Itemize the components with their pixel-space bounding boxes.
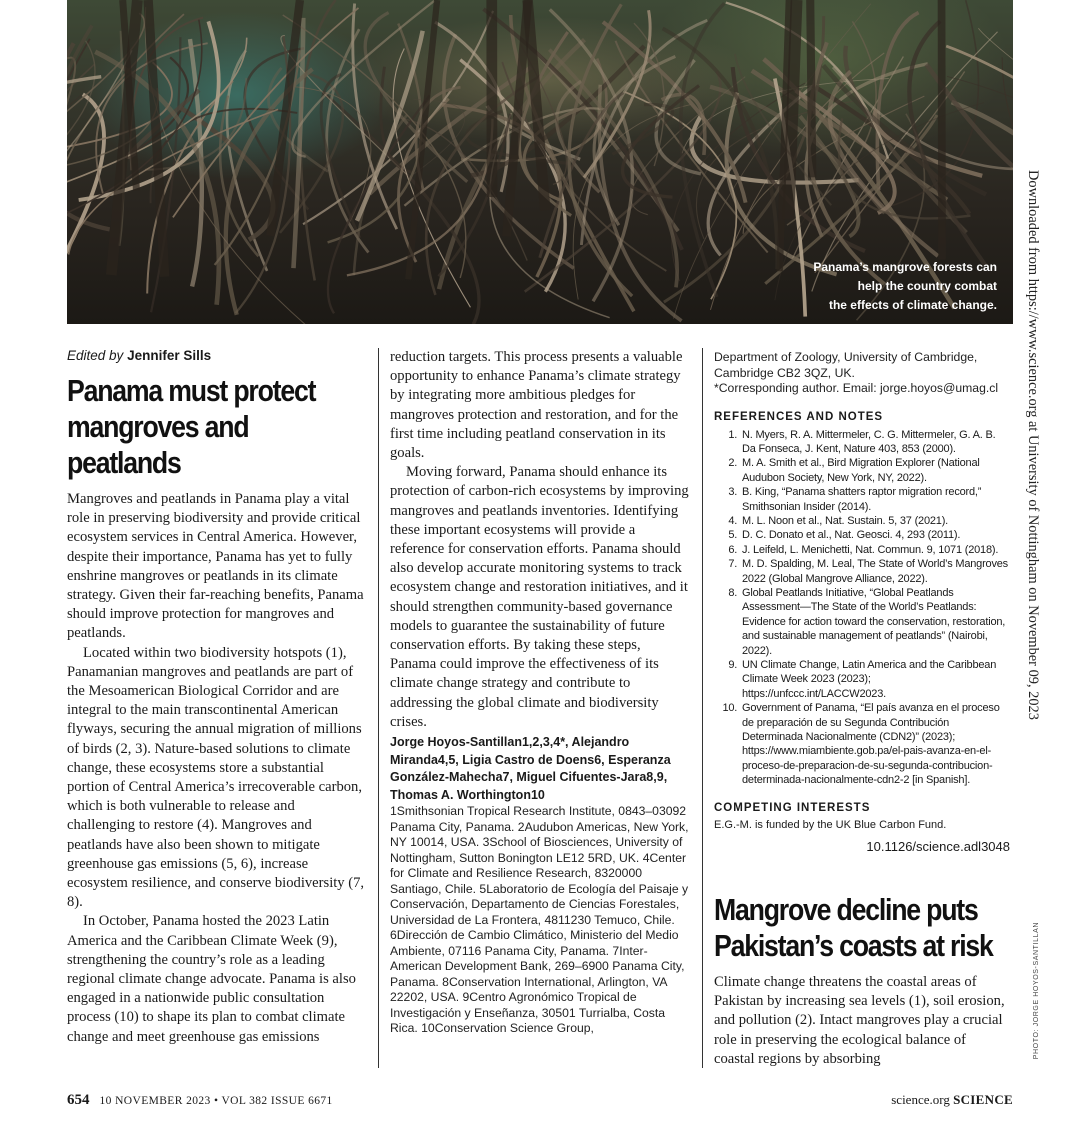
photo-caption: Panama’s mangrove forests can help the country combat the effects of climate change. [813,260,997,312]
editor-credit [67,348,365,363]
reference-item: 10. Government of Panama, “El país avanza en el proceso de preparación de su Segunda Contribución Determinada Nacionalmente (CDN2)” (2023); https://www.miambiente.gob.pa/el-pais-avanza-en-el-proceso-de-preparacion-de-su-segunda-contribucion-determinada-nacionalmente-cdn2-2 [in Spanish]. [740,701,1010,787]
doi-link[interactable]: 10.1126/science.adl3048 [866,838,1010,854]
letter-2-body [714,973,1010,1069]
corresponding-author: *Corresponding author. Email: jorge.hoyos@umag.cl [714,381,999,395]
editor-name: Jennifer Sills [127,348,212,363]
column-divider [378,348,379,1068]
paragraph: Mangroves and peatlands in Panama play a vital role in preserving biodiversity and provide critical ecosystem services in Central America. However, despite their importance, Panama has yet to fully enshrine mangroves or peatlands in its climate strategy. Given their far-reaching benefits, Panama should improve protection for mangroves and peatlands. [67,491,364,642]
column-divider [702,348,703,1068]
photo-credit: PHOTO: JORGE HOYOS-SANTILLAN [1033,922,1040,1060]
reference-item: 7. M. D. Spalding, M. Leal, The State of World’s Mangroves 2022 (Global Mangrove Alliance, 2022). [740,557,1010,586]
author-affiliations: 1Smithsonian Tropical Research Institute, 0843–03092 Panama City, Panama. 2Audubon Americas, New York, NY 10014, USA. 3School of Biosciences, University of Nottingham, Sutton Bonington LE12 5RD, UK. 4Center for Climate and Resilience Research, 8320000 Santiago, Chile. 5Laboratorio de Ecología del Paisaje y Conservación, Departamento de Ciencias Forestales, Universidad de La Frontera, 4811230 Temuco, Chile. 6Dirección de Cambio Climático, Ministerio del Medio Ambiente, 07116 Panama City, Panama. 7Inter-American Development Bank, 269–6900 Panama City, Panama. 8Conservation International, Arlington, VA 22202, USA. 9Centro Agronómico Tropical de Investigación y Enseñanza, 30501 Turrialba, Costa Rica. 10Conservation Science Group, [390,804,689,1036]
author-list: Jorge Hoyos-Santillan1,2,3,4*, Alejandro Miranda4,5, Ligia Castro de Doens6, Esperanza González-Mahecha7, Miguel Cifuentes-Jara8,9, Thomas A. Worthington10 [390,735,671,802]
mangrove-photo [67,0,1013,324]
reference-item: 8. Global Peatlands Initiative, “Global Peatlands Assessment—The State of the World’s Peatlands: Evidence for action toward the conservation, restoration, and sustainable management of peatlands” (Nairobi, 2022). [740,586,1010,658]
paragraph: Located within two biodiversity hotspots (1), Panamanian mangroves and peatlands are part of the Mesoamerican Biological Corridor and are integral to the main transcontinental American flyways, securing the annual migration of millions of birds (2, 3). Nature-based solutions to climate change, these ecosystems store a substantial portion of Central America’s irrecoverable carbon, which is both vulnerable to release and challenging to restore (4). Mangroves and peatlands have also been shown to mitigate greenhouse gas emissions (5, 6), increase ecosystem resilience, and conserve biodiversity (7, 8). [67,644,365,911]
reference-item: 9. UN Climate Change, Latin America and the Caribbean Climate Week 2023 (2023); https://unfccc.int/LACCW2023. [740,658,1010,701]
paragraph: In October, Panama hosted the 2023 Latin America and the Caribbean Climate Week (9), strengthening the country’s role as a leading regional climate change advocate. Panama is also engaged in a nationwide public consultation process (10) to shape its plan to combat climate change and meet greenhouse gas emissions [67,913,356,1045]
paragraph: reduction targets. This process presents a valuable opportunity to enhance Panama’s climate strategy by integrating more ambitious pledges for mangroves protection and restoration, and for the first time including peatland conservation in its goals. [390,349,683,462]
reference-item: 4. M. L. Noon et al., Nat. Sustain. 5, 37 (2021). [740,514,1010,528]
page-footer-right [891,1092,1013,1108]
site-url[interactable]: science.org [891,1092,950,1107]
download-watermark: Downloaded from https://www.science.org at University of Nottingham on November 09, 2023 [1025,170,1041,720]
competing-interests-text: E.G.-M. is funded by the UK Blue Carbon Fund. [714,818,947,831]
letter-column-1 [67,348,365,1047]
references-heading: REFERENCES AND NOTES [714,410,884,423]
competing-interests-heading: COMPETING INTERESTS [714,801,871,814]
references-list [714,428,1010,788]
letter-column-2 [390,348,690,1037]
paragraph: Climate change threatens the coastal areas of Pakistan by increasing sea levels (1), soil erosion, and pollution (2). Intact mangroves play a crucial role in preserving the ecological balance of coastal regions by absorbing [714,974,1005,1067]
reference-item: 6. J. Leifeld, L. Menichetti, Nat. Commun. 9, 1071 (2018). [740,543,1010,557]
journal-name: SCIENCE [953,1092,1013,1107]
issue-info: 10 NOVEMBER 2023 • VOL 382 ISSUE 6671 [99,1095,333,1107]
reference-item: 1. N. Myers, R. A. Mittermeler, C. G. Mittermeler, G. A. B. Da Fonseca, J. Kent, Nature 403, 853 (2000). [740,428,1010,457]
letter-column-3 [714,350,1010,854]
edited-by-label: Edited by [67,348,124,363]
letter-title: Panama must protect mangroves and peatlands [67,373,316,480]
page-footer-left [67,1092,333,1109]
reference-item: 3. B. King, “Panama shatters raptor migration record,” Smithsonian Insider (2014). [740,485,1010,514]
paragraph: Moving forward, Panama should enhance its protection of carbon-rich ecosystems by improving mangroves and peatlands inventories. Identifying these important ecosystems will provide a reference for conservation efforts. Panama should also develop accurate monitoring systems to track ecosystem change and restoration initiatives, and it should strengthen community-based governance models to guarantee the sustainability of future conservation efforts. By taking these steps, Panama could improve the effectiveness of its climate change strategy and contribute to addressing the global climate and biodiversity crises. [390,464,689,730]
reference-item: 2. M. A. Smith et al., Bird Migration Explorer (National Audubon Society, New York, NY, 2022). [740,456,1010,485]
reference-item: 5. D. C. Donato et al., Nat. Geosci. 4, 293 (2011). [740,528,1010,542]
page-number: 654 [67,1092,90,1108]
letter-2-title: Mangrove decline puts Pakistan’s coasts at risk [714,892,993,963]
author-affiliations-continued: Department of Zoology, University of Cambridge, Cambridge CB2 3QZ, UK. [714,350,978,380]
